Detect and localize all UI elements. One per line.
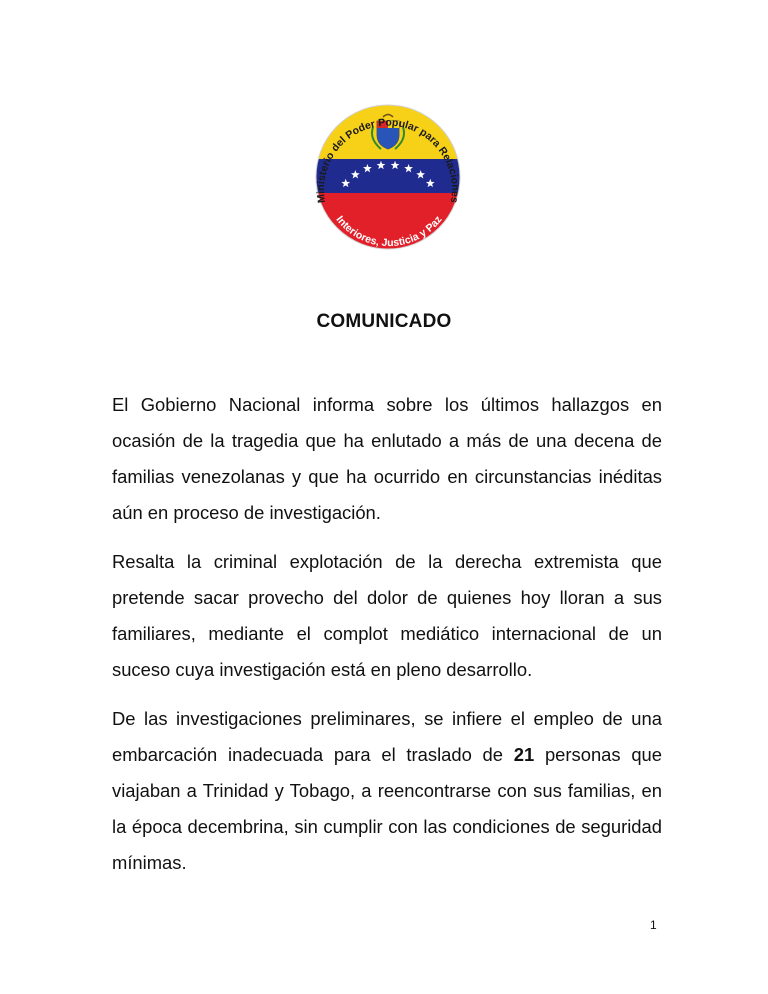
ministry-seal-icon	[303, 97, 473, 257]
logo-arc-text-bottom: Interiores, Justicia y Paz	[333, 213, 445, 250]
paragraph-3	[112, 701, 662, 881]
document-heading: COMUNICADO	[316, 311, 452, 332]
page-number: 1	[650, 918, 657, 932]
document-body	[112, 387, 662, 894]
paragraph-1: El Gobierno Nacional informa sobre los últimos hallazgos en ocasión de la tragedia que ha enlutado a más de una decena de familias venezolanas y que ha ocurrido en circunstancias inéditas aún en proceso de investigación.	[112, 394, 662, 523]
paragraph-3-text-before: De las investigaciones preliminares, se infiere el empleo de una embarcación inadecuada para el traslado de	[112, 708, 662, 765]
logo-arc-text-top: Ministerio del Poder Popular para Relaciones	[314, 116, 462, 204]
ministry-logo	[303, 97, 473, 257]
paragraph-3-text-after: personas que viajaban a Trinidad y Tobago, a reencontrarse con sus familias, en la época decembrina, sin cumplir con las condiciones de seguridad mínimas.	[112, 744, 663, 873]
passenger-count: 21	[513, 744, 535, 765]
paragraph-2: Resalta la criminal explotación de la derecha extremista que pretende sacar provecho del dolor de quienes hoy lloran a sus familiares, mediante el complot mediático internacional de un suceso cuya investigación está en pleno desarrollo.	[112, 551, 662, 680]
